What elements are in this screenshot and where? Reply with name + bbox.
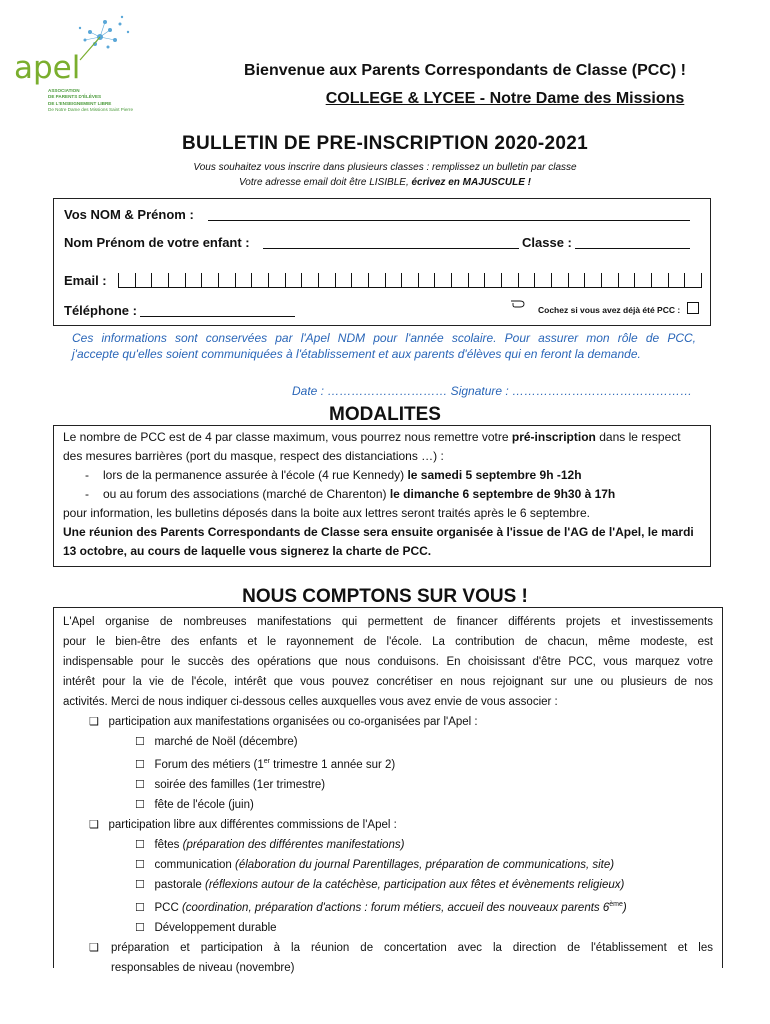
logo-subtitle: ASSOCIATION DE PARENTS D'ÉLÈVES DE L'ENSEIGNEMENT LIBRE De Notre Dame des Missions Saint Pierre <box>48 88 134 112</box>
comptons-text: L'Apel organise de nombreuses manifestations qui permettent de financer différents projets et investissements pour le bien-être des enfants et le rayonnement de l'école. La contribution de chacun, même modeste, est indispensable pour le succès des opérations que nous conduisons. En choisissant d'être PCC, vous marquez votre intérêt pour la vie de l'école, intérêt que vous pouvez concrétiser en nous rejoignant sur une ou plusieurs de nos activités. Merci de nous indiquer ci-dessous celles auxquelles vous avez envie de vous associer : ❑ participation aux manifestations organisées ou co-organisées par l'Apel : ☐ marché de Noël (décembre) ☐ Forum des métiers (1er trimestre 1 année sur 2) ☐ soirée des familles (1er trimestre) ☐ fête de l'école (juin) ❑ participation libre aux différentes commissions de l'Apel : ☐ fêtes (préparation des différentes manifestations) ☐ communication (élaboration du journal Parentillages, préparation de communications, site) ☐ pastorale (réflexions autour de la catéchèse, participation aux fêtes et évènements religieux) ☐ PCC (coordination, préparation d'actions : forum métiers, accueil des nouveaux parents 6ème) ☐ Développement durable ❑ préparation et participation à la réunion de concertation avec la direction de l'établissement et les responsables de niveau (novembre) <box>63 612 713 978</box>
option-forum-metiers[interactable]: ☐ Forum des métiers (1er trimestre 1 année sur 2) <box>135 758 396 771</box>
pcc-check-label: Cochez si vous avez déjà été PCC : <box>538 305 681 315</box>
privacy-line2: j'accepte qu'elles soient communiquées à l'établissement et aux parents d'élèves qui en feront la demande. <box>72 347 641 361</box>
group1-option[interactable]: ❑ participation aux manifestations organisées ou co-organisées par l'Apel : <box>89 716 478 728</box>
child-label: Nom Prénom de votre enfant : <box>64 235 250 250</box>
option-soiree-familles[interactable]: ☐ soirée des familles (1er trimestre) <box>135 778 326 791</box>
phone-label: Téléphone : <box>64 303 137 318</box>
option-marche-noel[interactable]: ☐ marché de Noël (décembre) <box>135 736 298 748</box>
phone-field[interactable] <box>140 302 295 317</box>
option-fete-ecole[interactable]: ☐ fête de l'école (juin) <box>135 798 254 811</box>
school-heading: COLLEGE & LYCEE - Notre Dame des Missions <box>325 90 685 107</box>
group3-option[interactable]: ❑ préparation et participation à la réunion de concertation avec la direction de l'établissement et les responsables de niveau (novembre) <box>89 941 713 974</box>
page-title: BULLETIN DE PRE-INSCRIPTION 2020-2021 <box>182 133 588 154</box>
option-pastorale[interactable]: ☐ pastorale (réflexions autour de la catéchèse, participation aux fêtes et évènements religieux) <box>135 878 625 891</box>
group2-option[interactable]: ❑ participation libre aux différentes commissions de l'Apel : <box>89 818 397 831</box>
modalites-text: Le nombre de PCC est de 4 par classe maximum, vous pourrez nous remettre votre pré-inscription dans le respect des mesures barrières (port du masque, respect des distanciations …) : - lors de la permanence assurée à l'école (4 rue Kennedy) le samedi 5 septembre 9h -12h - ou au forum des associations (marché de Charenton) le dimanche 6 septembre de 9h30 à 17h pour information, les bulletins déposés dans la boite aux lettres seront traités après le 6 septembre. Une réunion des Parents Correspondants de Classe sera ensuite organisée à l'issue de l'AG de l'Apel, le mardi 13 octobre, au cours de laquelle vous signerez la charte de PCC. <box>63 430 694 558</box>
class-label: Classe : <box>522 235 572 250</box>
date-signature: Date : ………………………… Signature : ……………………………………… <box>292 384 693 398</box>
email-label: Email : <box>64 273 107 288</box>
hand-pointing-icon <box>510 298 526 309</box>
child-field[interactable] <box>263 234 519 249</box>
modalites-heading: MODALITES <box>329 404 441 425</box>
logo-wordmark: apel <box>14 50 81 86</box>
option-communication[interactable]: ☐ communication (élaboration du journal Parentillages, préparation de communications, site) <box>135 858 615 871</box>
name-label: Vos NOM & Prénom : <box>64 207 194 222</box>
subtitle-line1: Vous souhaitez vous inscrire dans plusieurs classes : remplissez un bulletin par classe <box>193 162 577 173</box>
email-field[interactable] <box>118 270 702 288</box>
comptons-heading: NOUS COMPTONS SUR VOUS ! <box>242 586 528 607</box>
welcome-heading: Bienvenue aux Parents Correspondants de Classe (PCC) ! <box>244 62 686 79</box>
class-field[interactable] <box>575 234 690 249</box>
option-fetes[interactable]: ☐ fêtes (préparation des différentes manifestations) <box>135 838 405 851</box>
option-pcc[interactable]: ☐ PCC (coordination, préparation d'actions : forum métiers, accueil des nouveaux parents 6ème) <box>135 900 627 914</box>
pcc-checkbox[interactable] <box>687 302 699 314</box>
privacy-line1: Ces informations sont conservées par l'Apel NDM pour l'année scolaire. Pour assurer mon rôle de PCC, <box>72 331 696 345</box>
name-field[interactable] <box>208 206 690 221</box>
option-developpement-durable[interactable]: ☐ Développement durable <box>135 921 277 934</box>
subtitle-line2: Votre adresse email doit être LISIBLE, écrivez en MAJUSCULE ! <box>239 177 531 188</box>
